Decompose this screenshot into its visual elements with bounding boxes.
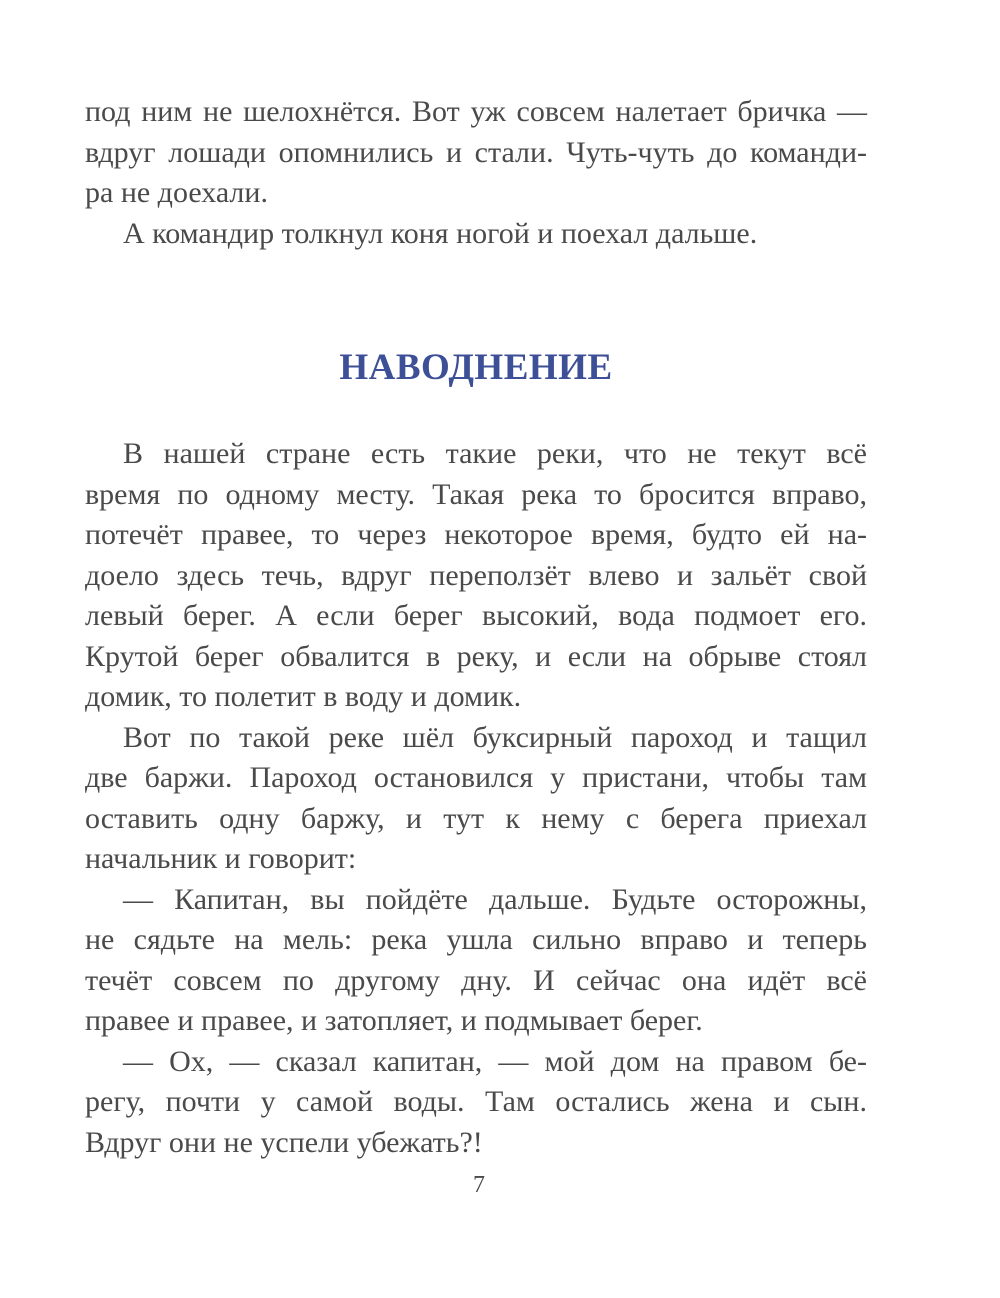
chapter-title: НАВОДНЕНИЕ — [339, 347, 613, 388]
text-line: потечёт правее, то через некоторое время, будто ей на- — [85, 518, 867, 551]
paragraph-rivers — [85, 434, 867, 718]
text-line: оставить одну баржу, и тут к нему с берега приехал — [85, 801, 867, 835]
text-line: две баржи. Пароход остановился у пристани, чтобы там — [85, 761, 867, 794]
text-line: Крутой берег обвалится в реку, и если на обрыве стоял — [85, 639, 867, 673]
text-line: доело здесь течь, вдруг переползёт влево и зальёт свой — [85, 558, 867, 592]
text-line: начальник и говорит: — [85, 842, 357, 875]
text-line: левый берег. А если берег высокий, вода подмоет его. — [85, 599, 867, 632]
text-line: регу, почти у самой воды. Там остались жена и сын. — [85, 1085, 867, 1118]
text-line: время по одному месту. Такая река то бросится вправо, — [85, 477, 867, 511]
closing-paragraph — [85, 214, 867, 255]
text-line: В нашей стране есть такие реки, что не текут всё — [123, 437, 867, 470]
page-content — [85, 92, 867, 1163]
text-line: не сядьте на мель: река ушла сильно вправо и теперь — [85, 923, 867, 956]
continuation-paragraph — [85, 92, 867, 214]
paragraph-captain — [85, 1042, 867, 1164]
text-line: А командир толкнул коня ногой и поехал дальше. — [123, 216, 758, 250]
text-line: Вдруг они не успели убежать?! — [85, 1125, 483, 1159]
text-line: правее и правее, и затопляет, и подмывает берег. — [85, 1004, 703, 1037]
page-number: 7 — [473, 1172, 485, 1198]
text-line: под ним не шелохнётся. Вот уж совсем налетает бричка — — [85, 95, 867, 128]
text-line: — Ох, — сказал капитан, — мой дом на правом бе- — [123, 1044, 867, 1078]
text-line: Вот по такой реке шёл буксирный пароход и тащил — [123, 720, 867, 754]
paragraph-steamer — [85, 718, 867, 880]
text-line: ра не доехали. — [85, 176, 268, 209]
text-line: домик, то полетит в воду и домик. — [85, 680, 522, 713]
text-line: вдруг лошади опомнились и стали. Чуть-чуть до команди- — [85, 135, 867, 169]
text-line: — Капитан, вы пойдёте дальше. Будьте осторожны, — [123, 882, 867, 916]
text-line: течёт совсем по другому дну. И сейчас она идёт всё — [85, 963, 867, 997]
paragraph-warning — [85, 880, 867, 1042]
